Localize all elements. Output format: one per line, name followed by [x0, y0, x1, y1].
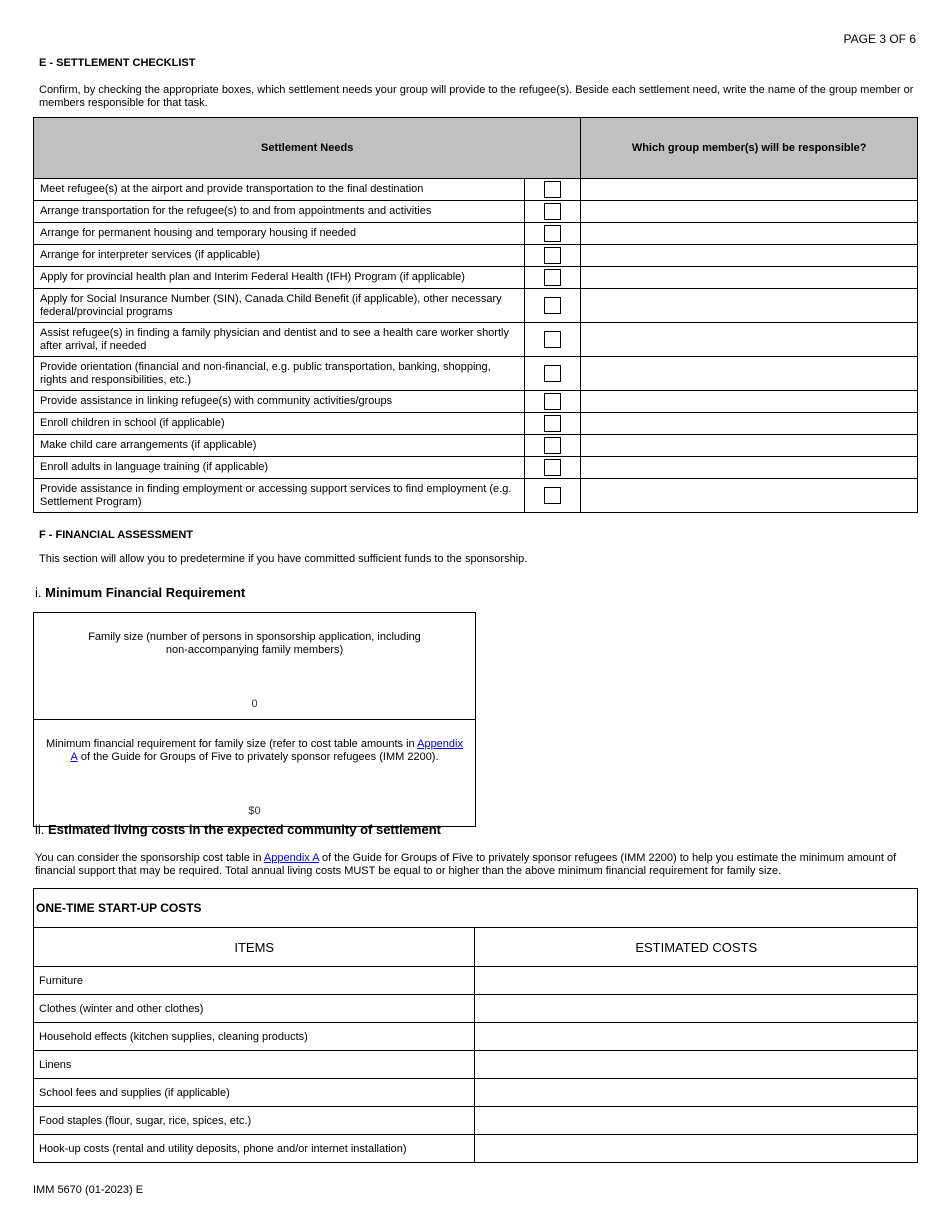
- responsible-member-field[interactable]: [581, 413, 918, 435]
- responsible-member-field[interactable]: [581, 267, 918, 289]
- settlement-need-checkbox[interactable]: [544, 297, 561, 314]
- settlement-need-checkbox[interactable]: [544, 269, 561, 286]
- settlement-need-checkbox[interactable]: [544, 487, 561, 504]
- startup-cost-item: Clothes (winter and other clothes): [34, 995, 475, 1023]
- settlement-row: [34, 201, 918, 223]
- estimated-cost-field[interactable]: [475, 1051, 918, 1079]
- settlement-row: [34, 289, 918, 323]
- settlement-need-label: Meet refugee(s) at the airport and provide transportation to the final destination: [34, 179, 525, 201]
- settlement-need-checkbox[interactable]: [544, 393, 561, 410]
- settlement-row: [34, 413, 918, 435]
- settlement-need-label: Assist refugee(s) in finding a family physician and dentist and to see a health care worker shortly after arrival, if needed: [34, 323, 525, 357]
- startup-cost-row: [34, 1023, 918, 1051]
- estimated-costs-header: ESTIMATED COSTS: [475, 928, 918, 967]
- settlement-need-label: Apply for Social Insurance Number (SIN), Canada Child Benefit (if applicable), other necessary federal/provincial programs: [34, 289, 525, 323]
- startup-cost-item: Food staples (flour, sugar, rice, spices, etc.): [34, 1107, 475, 1135]
- responsible-member-field[interactable]: [581, 457, 918, 479]
- estimated-cost-field[interactable]: [475, 1023, 918, 1051]
- min-amount-label-before: Minimum financial requirement for family size (refer to cost table amounts in: [46, 738, 415, 750]
- living-costs-text-after: of the Guide for Groups of Five to privately sponsor refugees (IMM 2200) to help you estimate the minimum amount of financial support that may be required. Total annual living costs MUST be equal to or higher than the above minimum financial requirement for family size.: [35, 852, 897, 877]
- settlement-need-checkbox-cell: [525, 223, 581, 245]
- startup-cost-row: [34, 1135, 918, 1163]
- settlement-need-label: Make child care arrangements (if applicable): [34, 435, 525, 457]
- startup-cost-row: [34, 1079, 918, 1107]
- settlement-need-label: Provide assistance in linking refugee(s) with community activities/groups: [34, 391, 525, 413]
- startup-cost-row: [34, 995, 918, 1023]
- min-amount-label: [42, 738, 467, 764]
- settlement-need-label: Arrange transportation for the refugee(s) to and from appointments and activities: [34, 201, 525, 223]
- responsible-member-field[interactable]: [581, 179, 918, 201]
- settlement-need-checkbox-cell: [525, 357, 581, 391]
- settlement-need-checkbox-cell: [525, 267, 581, 289]
- settlement-need-checkbox[interactable]: [544, 203, 561, 220]
- settlement-row: [34, 267, 918, 289]
- family-size-cell[interactable]: [34, 613, 476, 720]
- settlement-need-checkbox[interactable]: [544, 181, 561, 198]
- settlement-instructions: Confirm, by checking the appropriate boxes, which settlement needs your group will provide to the refugee(s). Beside each settlement need, write the name of the group member or members responsible for that task.: [39, 84, 914, 109]
- settlement-need-label: Enroll adults in language training (if applicable): [34, 457, 525, 479]
- startup-costs-table: [33, 888, 918, 1163]
- financial-assessment-title: F - FINANCIAL ASSESSMENT: [39, 529, 194, 541]
- min-financial-heading: [35, 585, 245, 600]
- startup-cost-row: [34, 967, 918, 995]
- settlement-row: [34, 223, 918, 245]
- settlement-need-checkbox-cell: [525, 323, 581, 357]
- living-costs-text-before: You can consider the sponsorship cost table in: [35, 852, 262, 864]
- settlement-need-checkbox[interactable]: [544, 365, 561, 382]
- settlement-need-checkbox-cell: [525, 201, 581, 223]
- responsible-member-field[interactable]: [581, 245, 918, 267]
- settlement-row: [34, 179, 918, 201]
- settlement-row: [34, 357, 918, 391]
- responsible-member-field[interactable]: [581, 289, 918, 323]
- settlement-need-checkbox-cell: [525, 179, 581, 201]
- responsible-member-field[interactable]: [581, 479, 918, 513]
- min-amount-value: $0: [248, 805, 261, 817]
- appendix-a-link[interactable]: Appendix A: [70, 738, 463, 763]
- settlement-need-checkbox[interactable]: [544, 331, 561, 348]
- min-amount-label-after: of the Guide for Groups of Five to privately sponsor refugees (IMM 2200).: [80, 751, 439, 763]
- startup-cost-item: Furniture: [34, 967, 475, 995]
- min-financial-heading-text: Minimum Financial Requirement: [45, 585, 246, 600]
- living-costs-heading: [35, 822, 441, 837]
- settlement-need-checkbox[interactable]: [544, 415, 561, 432]
- startup-cost-item: Hook-up costs (rental and utility deposits, phone and/or internet installation): [34, 1135, 475, 1163]
- living-costs-prefix: ii.: [35, 822, 45, 837]
- startup-cost-item: Household effects (kitchen supplies, cleaning products): [34, 1023, 475, 1051]
- settlement-row: [34, 457, 918, 479]
- startup-cost-item: Linens: [34, 1051, 475, 1079]
- items-header: ITEMS: [34, 928, 475, 967]
- responsible-member-field[interactable]: [581, 223, 918, 245]
- form-code: IMM 5670 (01-2023) E: [33, 1184, 144, 1196]
- min-financial-table: [33, 612, 476, 827]
- estimated-cost-field[interactable]: [475, 1107, 918, 1135]
- estimated-cost-field[interactable]: [475, 1079, 918, 1107]
- page-number: PAGE 3 OF 6: [843, 32, 916, 46]
- responsible-member-field[interactable]: [581, 357, 918, 391]
- settlement-row: [34, 479, 918, 513]
- settlement-need-checkbox[interactable]: [544, 459, 561, 476]
- responsible-member-field[interactable]: [581, 201, 918, 223]
- settlement-need-checkbox[interactable]: [544, 247, 561, 264]
- startup-cost-row: [34, 1051, 918, 1079]
- settlement-needs-header: Settlement Needs: [34, 118, 581, 179]
- settlement-need-checkbox[interactable]: [544, 437, 561, 454]
- estimated-cost-field[interactable]: [475, 967, 918, 995]
- settlement-need-label: Arrange for interpreter services (if applicable): [34, 245, 525, 267]
- settlement-row: [34, 435, 918, 457]
- settlement-need-label: Apply for provincial health plan and Interim Federal Health (IFH) Program (if applicable): [34, 267, 525, 289]
- estimated-cost-field[interactable]: [475, 995, 918, 1023]
- min-amount-cell[interactable]: [34, 720, 476, 827]
- settlement-need-checkbox-cell: [525, 435, 581, 457]
- estimated-cost-field[interactable]: [475, 1135, 918, 1163]
- responsible-header: Which group member(s) will be responsible?: [581, 118, 918, 179]
- settlement-need-label: Provide assistance in finding employment or accessing support services to find employment (e.g. Settlement Program): [34, 479, 525, 513]
- startup-cost-row: [34, 1107, 918, 1135]
- responsible-member-field[interactable]: [581, 435, 918, 457]
- appendix-a-link-2[interactable]: Appendix A: [263, 852, 319, 864]
- settlement-need-checkbox-cell: [525, 457, 581, 479]
- settlement-row: [34, 323, 918, 357]
- settlement-need-checkbox[interactable]: [544, 225, 561, 242]
- settlement-need-label: Arrange for permanent housing and temporary housing if needed: [34, 223, 525, 245]
- settlement-need-label: Enroll children in school (if applicable): [34, 413, 525, 435]
- family-size-value: 0: [251, 698, 258, 710]
- settlement-need-checkbox-cell: [525, 391, 581, 413]
- startup-costs-title: ONE-TIME START-UP COSTS: [34, 889, 918, 928]
- settlement-checklist-table: [33, 117, 918, 513]
- settlement-checklist-title: E - SETTLEMENT CHECKLIST: [39, 57, 196, 69]
- min-financial-prefix: i.: [35, 585, 42, 600]
- settlement-row: [34, 391, 918, 413]
- settlement-need-checkbox-cell: [525, 245, 581, 267]
- family-size-label: Family size (number of persons in sponsorship application, including non-accompanying family members): [88, 631, 421, 656]
- living-costs-heading-text: Estimated living costs in the expected community of settlement: [48, 822, 441, 837]
- settlement-need-checkbox-cell: [525, 289, 581, 323]
- settlement-need-checkbox-cell: [525, 413, 581, 435]
- startup-cost-item: School fees and supplies (if applicable): [34, 1079, 475, 1107]
- settlement-row: [34, 245, 918, 267]
- settlement-need-label: Provide orientation (financial and non-financial, e.g. public transportation, banking, shopping, rights and responsibilities, etc.): [34, 357, 525, 391]
- responsible-member-field[interactable]: [581, 391, 918, 413]
- responsible-member-field[interactable]: [581, 323, 918, 357]
- living-costs-text: [35, 852, 915, 878]
- settlement-need-checkbox-cell: [525, 479, 581, 513]
- financial-intro: This section will allow you to predetermine if you have committed sufficient funds to the sponsorship.: [39, 553, 528, 565]
